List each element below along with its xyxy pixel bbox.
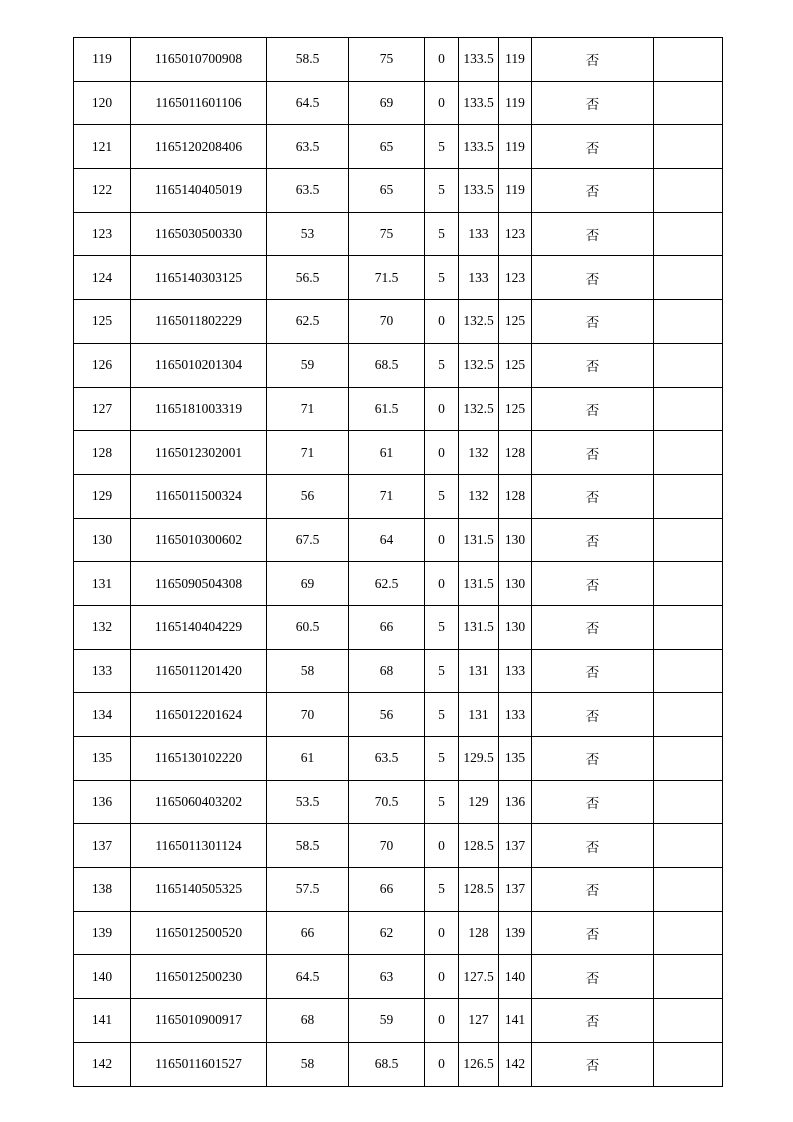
remark-cell: [654, 169, 723, 213]
qualified-flag-cell: 否: [532, 1042, 654, 1086]
second-score-cell: 66: [349, 868, 425, 912]
bonus-points-cell: 0: [425, 911, 459, 955]
rank-cell: 128: [499, 431, 532, 475]
total-score-cell: 132: [459, 474, 499, 518]
candidate-id-cell: 1165130102220: [131, 737, 267, 781]
second-score-cell: 71.5: [349, 256, 425, 300]
qualified-flag-cell: 否: [532, 474, 654, 518]
written-score-cell: 64.5: [267, 81, 349, 125]
bonus-points-cell: 5: [425, 737, 459, 781]
candidate-id-cell: 1165011802229: [131, 300, 267, 344]
written-score-cell: 58: [267, 649, 349, 693]
candidate-id-cell: 1165012500520: [131, 911, 267, 955]
written-score-cell: 63.5: [267, 169, 349, 213]
written-score-cell: 70: [267, 693, 349, 737]
second-score-cell: 63: [349, 955, 425, 999]
rank-cell: 123: [499, 256, 532, 300]
second-score-cell: 56: [349, 693, 425, 737]
table-row: [74, 649, 723, 693]
rank-cell: 140: [499, 955, 532, 999]
candidate-id-cell: 1165012201624: [131, 693, 267, 737]
table-row: [74, 955, 723, 999]
written-score-cell: 71: [267, 431, 349, 475]
rank-cell: 137: [499, 868, 532, 912]
table-row: [74, 169, 723, 213]
sequence-cell: 130: [74, 518, 131, 562]
rank-cell: 130: [499, 562, 532, 606]
rank-cell: 125: [499, 343, 532, 387]
total-score-cell: 127: [459, 999, 499, 1043]
table-row: [74, 125, 723, 169]
bonus-points-cell: 0: [425, 81, 459, 125]
remark-cell: [654, 562, 723, 606]
second-score-cell: 63.5: [349, 737, 425, 781]
bonus-points-cell: 0: [425, 300, 459, 344]
sequence-cell: 141: [74, 999, 131, 1043]
table-row: [74, 256, 723, 300]
total-score-cell: 132: [459, 431, 499, 475]
rank-cell: 125: [499, 300, 532, 344]
total-score-cell: 129: [459, 780, 499, 824]
bonus-points-cell: 0: [425, 955, 459, 999]
total-score-cell: 133.5: [459, 38, 499, 82]
written-score-cell: 53.5: [267, 780, 349, 824]
sequence-cell: 124: [74, 256, 131, 300]
sequence-cell: 134: [74, 693, 131, 737]
table-row: [74, 605, 723, 649]
written-score-cell: 71: [267, 387, 349, 431]
total-score-cell: 133.5: [459, 81, 499, 125]
written-score-cell: 58: [267, 1042, 349, 1086]
table-row: [74, 868, 723, 912]
sequence-cell: 121: [74, 125, 131, 169]
candidate-id-cell: 1165010900917: [131, 999, 267, 1043]
table-row: [74, 300, 723, 344]
remark-cell: [654, 1042, 723, 1086]
qualified-flag-cell: 否: [532, 125, 654, 169]
table-row: [74, 693, 723, 737]
bonus-points-cell: 5: [425, 343, 459, 387]
candidate-id-cell: 1165010700908: [131, 38, 267, 82]
bonus-points-cell: 5: [425, 605, 459, 649]
remark-cell: [654, 38, 723, 82]
qualified-flag-cell: 否: [532, 693, 654, 737]
qualified-flag-cell: 否: [532, 868, 654, 912]
second-score-cell: 61: [349, 431, 425, 475]
rank-cell: 125: [499, 387, 532, 431]
rank-cell: 130: [499, 518, 532, 562]
remark-cell: [654, 300, 723, 344]
candidate-id-cell: 1165140505325: [131, 868, 267, 912]
rank-cell: 137: [499, 824, 532, 868]
rank-cell: 136: [499, 780, 532, 824]
bonus-points-cell: 5: [425, 868, 459, 912]
rank-cell: 130: [499, 605, 532, 649]
score-table: [73, 37, 723, 1087]
candidate-id-cell: 1165090504308: [131, 562, 267, 606]
written-score-cell: 58.5: [267, 38, 349, 82]
qualified-flag-cell: 否: [532, 387, 654, 431]
bonus-points-cell: 5: [425, 125, 459, 169]
remark-cell: [654, 343, 723, 387]
sequence-cell: 125: [74, 300, 131, 344]
remark-cell: [654, 387, 723, 431]
bonus-points-cell: 5: [425, 169, 459, 213]
sequence-cell: 139: [74, 911, 131, 955]
second-score-cell: 75: [349, 212, 425, 256]
table-row: [74, 81, 723, 125]
total-score-cell: 126.5: [459, 1042, 499, 1086]
candidate-id-cell: 1165012500230: [131, 955, 267, 999]
remark-cell: [654, 693, 723, 737]
sequence-cell: 127: [74, 387, 131, 431]
bonus-points-cell: 0: [425, 562, 459, 606]
qualified-flag-cell: 否: [532, 343, 654, 387]
sequence-cell: 140: [74, 955, 131, 999]
bonus-points-cell: 0: [425, 999, 459, 1043]
remark-cell: [654, 649, 723, 693]
second-score-cell: 71: [349, 474, 425, 518]
bonus-points-cell: 5: [425, 212, 459, 256]
total-score-cell: 133.5: [459, 169, 499, 213]
candidate-id-cell: 1165140405019: [131, 169, 267, 213]
rank-cell: 119: [499, 125, 532, 169]
rank-cell: 139: [499, 911, 532, 955]
sequence-cell: 142: [74, 1042, 131, 1086]
sequence-cell: 122: [74, 169, 131, 213]
total-score-cell: 128: [459, 911, 499, 955]
remark-cell: [654, 256, 723, 300]
remark-cell: [654, 81, 723, 125]
remark-cell: [654, 911, 723, 955]
total-score-cell: 133.5: [459, 125, 499, 169]
candidate-id-cell: 1165011601527: [131, 1042, 267, 1086]
total-score-cell: 128.5: [459, 824, 499, 868]
bonus-points-cell: 5: [425, 780, 459, 824]
table-row: [74, 780, 723, 824]
table-row: [74, 431, 723, 475]
written-score-cell: 68: [267, 999, 349, 1043]
qualified-flag-cell: 否: [532, 212, 654, 256]
table-row: [74, 824, 723, 868]
remark-cell: [654, 212, 723, 256]
remark-cell: [654, 125, 723, 169]
total-score-cell: 131.5: [459, 605, 499, 649]
written-score-cell: 59: [267, 343, 349, 387]
bonus-points-cell: 0: [425, 1042, 459, 1086]
remark-cell: [654, 868, 723, 912]
total-score-cell: 127.5: [459, 955, 499, 999]
bonus-points-cell: 0: [425, 518, 459, 562]
total-score-cell: 128.5: [459, 868, 499, 912]
qualified-flag-cell: 否: [532, 81, 654, 125]
candidate-id-cell: 1165011500324: [131, 474, 267, 518]
remark-cell: [654, 431, 723, 475]
candidate-id-cell: 1165060403202: [131, 780, 267, 824]
remark-cell: [654, 518, 723, 562]
score-table-body: [74, 38, 723, 1087]
remark-cell: [654, 605, 723, 649]
table-row: [74, 999, 723, 1043]
total-score-cell: 133: [459, 212, 499, 256]
sequence-cell: 132: [74, 605, 131, 649]
total-score-cell: 131.5: [459, 518, 499, 562]
qualified-flag-cell: 否: [532, 999, 654, 1043]
qualified-flag-cell: 否: [532, 737, 654, 781]
bonus-points-cell: 0: [425, 824, 459, 868]
bonus-points-cell: 5: [425, 256, 459, 300]
candidate-id-cell: 1165140303125: [131, 256, 267, 300]
written-score-cell: 62.5: [267, 300, 349, 344]
written-score-cell: 58.5: [267, 824, 349, 868]
sequence-cell: 138: [74, 868, 131, 912]
candidate-id-cell: 1165010300602: [131, 518, 267, 562]
qualified-flag-cell: 否: [532, 431, 654, 475]
qualified-flag-cell: 否: [532, 300, 654, 344]
qualified-flag-cell: 否: [532, 955, 654, 999]
table-row: [74, 212, 723, 256]
bonus-points-cell: 5: [425, 649, 459, 693]
table-row: [74, 1042, 723, 1086]
written-score-cell: 56.5: [267, 256, 349, 300]
sequence-cell: 137: [74, 824, 131, 868]
sequence-cell: 129: [74, 474, 131, 518]
bonus-points-cell: 0: [425, 387, 459, 431]
bonus-points-cell: 5: [425, 474, 459, 518]
total-score-cell: 132.5: [459, 343, 499, 387]
bonus-points-cell: 5: [425, 693, 459, 737]
written-score-cell: 61: [267, 737, 349, 781]
sequence-cell: 135: [74, 737, 131, 781]
total-score-cell: 131: [459, 649, 499, 693]
total-score-cell: 131: [459, 693, 499, 737]
total-score-cell: 133: [459, 256, 499, 300]
total-score-cell: 132.5: [459, 300, 499, 344]
written-score-cell: 69: [267, 562, 349, 606]
second-score-cell: 62.5: [349, 562, 425, 606]
second-score-cell: 68: [349, 649, 425, 693]
second-score-cell: 64: [349, 518, 425, 562]
written-score-cell: 60.5: [267, 605, 349, 649]
second-score-cell: 61.5: [349, 387, 425, 431]
sequence-cell: 126: [74, 343, 131, 387]
total-score-cell: 131.5: [459, 562, 499, 606]
remark-cell: [654, 824, 723, 868]
second-score-cell: 70: [349, 824, 425, 868]
qualified-flag-cell: 否: [532, 911, 654, 955]
sequence-cell: 120: [74, 81, 131, 125]
written-score-cell: 64.5: [267, 955, 349, 999]
second-score-cell: 68.5: [349, 343, 425, 387]
written-score-cell: 56: [267, 474, 349, 518]
sequence-cell: 136: [74, 780, 131, 824]
sequence-cell: 119: [74, 38, 131, 82]
second-score-cell: 65: [349, 169, 425, 213]
sequence-cell: 128: [74, 431, 131, 475]
second-score-cell: 62: [349, 911, 425, 955]
second-score-cell: 65: [349, 125, 425, 169]
table-row: [74, 387, 723, 431]
candidate-id-cell: 1165011301124: [131, 824, 267, 868]
qualified-flag-cell: 否: [532, 38, 654, 82]
rank-cell: 133: [499, 693, 532, 737]
qualified-flag-cell: 否: [532, 562, 654, 606]
table-row: [74, 343, 723, 387]
second-score-cell: 69: [349, 81, 425, 125]
qualified-flag-cell: 否: [532, 780, 654, 824]
candidate-id-cell: 1165181003319: [131, 387, 267, 431]
remark-cell: [654, 999, 723, 1043]
written-score-cell: 66: [267, 911, 349, 955]
rank-cell: 135: [499, 737, 532, 781]
table-row: [74, 562, 723, 606]
remark-cell: [654, 737, 723, 781]
rank-cell: 142: [499, 1042, 532, 1086]
sequence-cell: 131: [74, 562, 131, 606]
qualified-flag-cell: 否: [532, 649, 654, 693]
rank-cell: 141: [499, 999, 532, 1043]
candidate-id-cell: 1165011601106: [131, 81, 267, 125]
remark-cell: [654, 474, 723, 518]
remark-cell: [654, 955, 723, 999]
qualified-flag-cell: 否: [532, 605, 654, 649]
bonus-points-cell: 0: [425, 38, 459, 82]
total-score-cell: 132.5: [459, 387, 499, 431]
qualified-flag-cell: 否: [532, 518, 654, 562]
second-score-cell: 70.5: [349, 780, 425, 824]
rank-cell: 119: [499, 38, 532, 82]
second-score-cell: 70: [349, 300, 425, 344]
candidate-id-cell: 1165120208406: [131, 125, 267, 169]
bonus-points-cell: 0: [425, 431, 459, 475]
qualified-flag-cell: 否: [532, 169, 654, 213]
total-score-cell: 129.5: [459, 737, 499, 781]
table-row: [74, 474, 723, 518]
rank-cell: 133: [499, 649, 532, 693]
remark-cell: [654, 780, 723, 824]
table-row: [74, 737, 723, 781]
second-score-cell: 59: [349, 999, 425, 1043]
written-score-cell: 53: [267, 212, 349, 256]
rank-cell: 119: [499, 81, 532, 125]
candidate-id-cell: 1165012302001: [131, 431, 267, 475]
table-row: [74, 911, 723, 955]
candidate-id-cell: 1165010201304: [131, 343, 267, 387]
rank-cell: 119: [499, 169, 532, 213]
table-row: [74, 518, 723, 562]
second-score-cell: 68.5: [349, 1042, 425, 1086]
table-row: [74, 38, 723, 82]
second-score-cell: 75: [349, 38, 425, 82]
rank-cell: 128: [499, 474, 532, 518]
sequence-cell: 123: [74, 212, 131, 256]
written-score-cell: 63.5: [267, 125, 349, 169]
qualified-flag-cell: 否: [532, 256, 654, 300]
written-score-cell: 67.5: [267, 518, 349, 562]
sequence-cell: 133: [74, 649, 131, 693]
candidate-id-cell: 1165030500330: [131, 212, 267, 256]
candidate-id-cell: 1165140404229: [131, 605, 267, 649]
written-score-cell: 57.5: [267, 868, 349, 912]
second-score-cell: 66: [349, 605, 425, 649]
rank-cell: 123: [499, 212, 532, 256]
candidate-id-cell: 1165011201420: [131, 649, 267, 693]
qualified-flag-cell: 否: [532, 824, 654, 868]
